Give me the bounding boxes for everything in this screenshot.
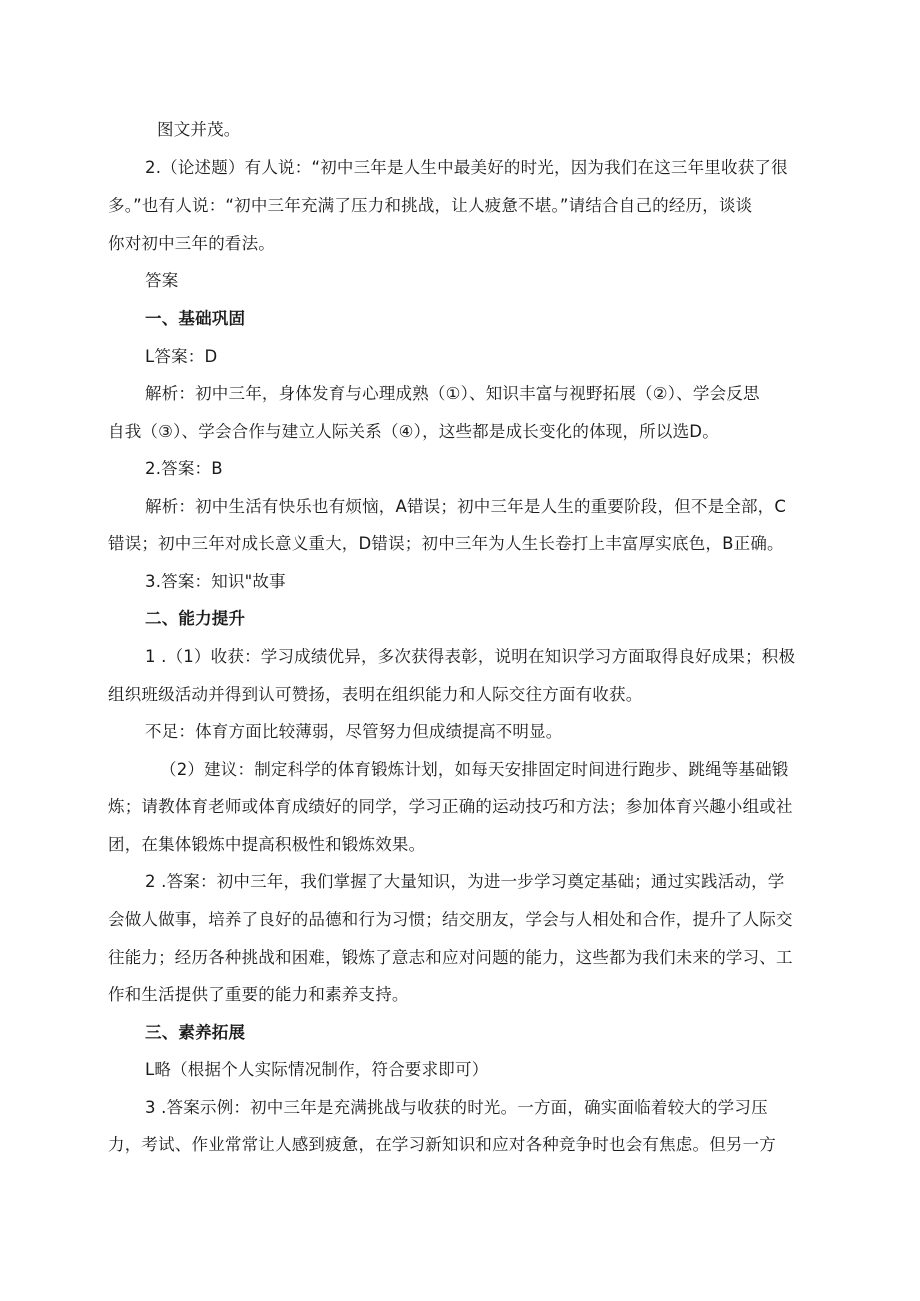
ability-1-suggestion-line-2: 炼；请教体育老师或体育成绩好的同学，学习正确的运动技巧和方法；参加体育兴趣小组或社: [108, 797, 793, 816]
literacy-3-line-1: 3 .答案示例：初中三年是充满挑战与收获的时光。一方面，确实面临着较大的学习压: [145, 1098, 768, 1117]
question-2-line-3: 你对初中三年的看法。: [108, 234, 275, 253]
literacy-3-line-2: 力，考试、作业常常让人感到疲惫，在学习新知识和应对各种竞争时也会有焦虑。但另一方: [108, 1135, 776, 1154]
analysis-2-line-2: 错误；初中三年对成长意义重大，D错误；初中三年为人生长卷打上丰富厚实底色，B正确。: [108, 534, 784, 553]
ability-1-line-1: 1 .（1）收获：学习成绩优异，多次获得表彰，说明在知识学习方面取得良好成果；积极: [145, 647, 796, 666]
answer-1: L答案：D: [145, 347, 218, 366]
answer-heading: 答案: [145, 271, 179, 290]
ability-2-line-3: 往能力；经历各种挑战和困难，锻炼了意志和应对问题的能力，这些都为我们未来的学习、工: [108, 948, 793, 967]
answer-2: 2.答案：B: [145, 459, 223, 478]
question-2-line-2: 多。”也有人说：“初中三年充满了压力和挑战，让人疲惫不堪。”请结合自己的经历，谈谈: [108, 196, 753, 215]
question-2-line-1: 2.（论述题）有人说：“初中三年是人生中最美好的时光，因为我们在这三年里收获了很: [145, 158, 788, 177]
section-heading-ability: 二、能力提升: [145, 609, 246, 628]
analysis-2-line-1: 解析：初中生活有快乐也有烦恼，A错误；初中三年是人生的重要阶段，但不是全部，C: [145, 497, 787, 516]
ability-1-line-2: 组织班级活动并得到认可赞扬，表明在组织能力和人际交往方面有收获。: [108, 685, 643, 704]
analysis-1-line-1: 解析：初中三年，身体发育与心理成熟（①）、知识丰富与视野拓展（②）、学会反思: [145, 384, 760, 403]
text-line: 图文并茂。: [157, 120, 241, 139]
literacy-1: L略（根据个人实际情况制作，符合要求即可）: [145, 1060, 489, 1079]
ability-1-shortcoming: 不足：体育方面比较薄弱，尽管努力但成绩提高不明显。: [145, 722, 563, 741]
ability-2-line-2: 会做人做事，培养了良好的品德和行为习惯；结交朋友，学会与人相处和合作，提升了人际交: [108, 910, 793, 929]
ability-2-line-4: 作和生活提供了重要的能力和素养支持。: [108, 985, 409, 1004]
answer-3: 3.答案：知识"故事: [145, 572, 286, 591]
section-heading-basic: 一、基础巩固: [145, 309, 246, 328]
section-heading-literacy: 三、素养拓展: [145, 1023, 246, 1042]
ability-1-suggestion-line-3: 团，在集体锻炼中提高积极性和锻炼效果。: [108, 835, 426, 854]
ability-2-line-1: 2 .答案：初中三年，我们掌握了大量知识，为进一步学习奠定基础；通过实践活动，学: [145, 872, 785, 891]
ability-1-suggestion-line-1: （2）建议：制定科学的体育锻炼计划，如每天安排固定时间进行跑步、跳绳等基础锻: [160, 760, 789, 779]
analysis-1-line-2: 自我（③）、学会合作与建立人际关系（④），这些都是成长变化的体现，所以选D。: [108, 422, 719, 441]
